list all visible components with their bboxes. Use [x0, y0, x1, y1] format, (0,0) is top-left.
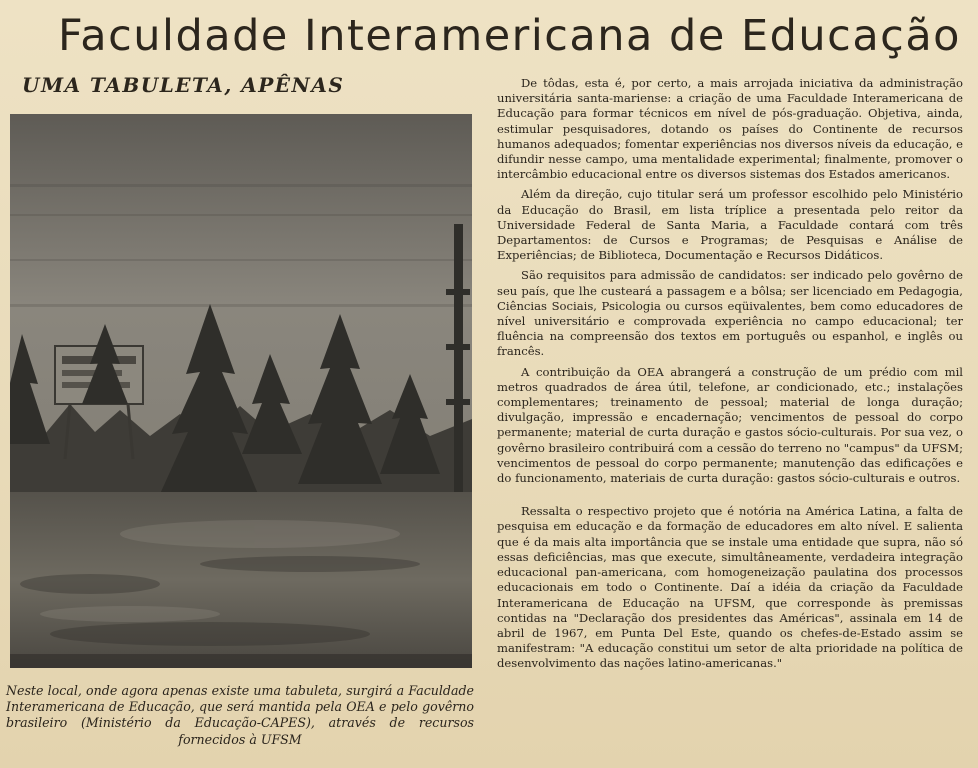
- headline: Faculdade Interamericana de Educação: [58, 11, 961, 61]
- photo-caption: Neste local, onde agora apenas existe uma tabuleta, surgirá a Faculdade Interamericana de Educação, que será mantida pela OEA e pelo govêrno brasileiro (Ministério da Educação-CAPES), através de recursos fornecidos à UFSM: [6, 683, 474, 747]
- article-paragraph: Ressalta o respectivo projeto que é notória na América Latina, a falta de pesquisa em educação e da formação de educadores em alto nível. E salienta que é da mais alta importância que se instale uma entidade que supra, não só essas deficiências, mas que execute, simultâneamente, verdadeira integração educacional pan-americana, com homogeneização paulatina dos processos educacionais em todo o Continente. Daí a idéia da criação da Faculdade Interamericana de Educação na UFSM, que corresponde às premissas contidas na "Declaração dos presidentes das Américas", assinala em 14 de abril de 1967, em Punta Del Este, quando os chefes-de-Estado assim se manifestram: "A educação constitui um setor de alta prioridade na política de desenvolvimento das nações latino-americanas.": [497, 504, 963, 671]
- article-paragraph: São requisitos para admissão de candidatos: ser indicado pelo govêrno de seu país, que lhe custeará a passagem e a bôlsa; ser licenciado em Pedagogia, Ciências Sociais, Psicologia ou cursos eqüivalentes, bem como educadores de nível universitário e comprovada experiência no campo educacional; ter fluência na compreensão dos textos em português ou espanhol, e inglês ou francês.: [497, 268, 963, 359]
- article-paragraph: De tôdas, esta é, por certo, a mais arrojada iniciativa da administração universitária santa-mariense: a criação de uma Faculdade Interamericana de Educação para formar técnicos em nível de pós-graduação. Objetiva, ainda, estimular pesquisadores, dotando os países do Continente de recursos humanos adequados; fomentar experiências nos diversos níveis da educação, e difundir nesse campo, uma mentalidade experimental; finalmente, promover o intercâmbio educacional entre os diversos sistemas dos Estados americanos.: [497, 76, 963, 182]
- article-paragraph: A contribuição da OEA abrangerá a construção de um prédio com mil metros quadrados de área útil, telefone, ar condicionado, etc.; instalações complementares; treinamento de pessoal; material de longa duração; divulgação, impressão e encadernação; vencimentos de pessoal do corpo permanente; material de curta duração e gastos sócio-culturais. Por sua vez, o govêrno brasileiro contribuirá com a cessão do terreno no "campus" da UFSM; vencimentos de pessoal do corpo permanente; manutenção das edificações e do funcionamento, materiais de curta duração: gastos sócio-culturais e outros.: [497, 364, 963, 486]
- site-photo: [10, 114, 472, 668]
- article-paragraph: Além da direção, cujo titular será um professor escolhido pelo Ministério da Educação do Brasil, em lista tríplice a presentada pelo reitor da Universidade Federal de Santa Maria, a Faculdade contará com três Departamentos: de Cursos e Programas; de Pesquisas e Análise de Experiências; de Biblioteca, Documentação e Recursos Didáticos.: [497, 187, 963, 263]
- article-body: [497, 76, 963, 766]
- subheadline: UMA TABULETA, APÊNAS: [22, 73, 345, 97]
